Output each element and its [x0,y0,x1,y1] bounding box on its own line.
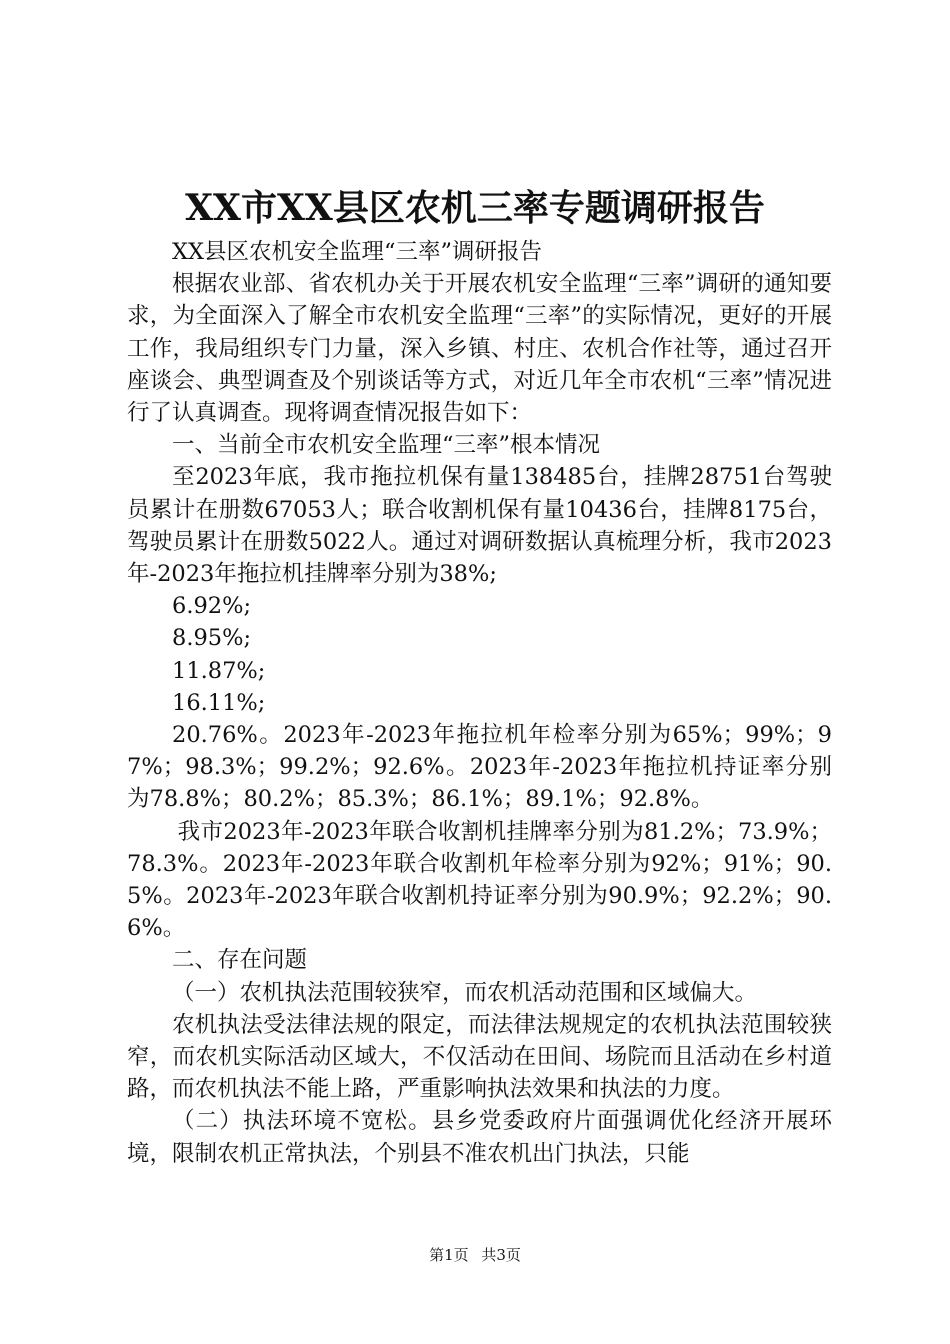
subtitle-paragraph: XX县区农机安全监理“三率”调研报告 [172,239,543,265]
section-heading-1: 一、当前全市农机安全监理“三率”根本情况 [172,432,601,459]
rate-item: 6.92%; [172,593,252,620]
section-heading-2: 二、存在问题 [172,947,308,974]
rate-item: 8.95%; [172,625,252,652]
document-body [127,236,832,1170]
statistics-paragraph: 至2023年底，我市拖拉机保有量138485台，挂牌28751台驾驶员累计在册数67053人；联合收割机保有量10436台，挂牌8175台，驾驶员累计在册数5022人。通过对调研数据认真梳理分析，我市2023年-2023年拖拉机挂牌率分别为38%; [127,464,832,588]
rate-item: 16.11%; [172,689,266,716]
document-title: XX市XX县区农机三率专题调研报告 [185,187,765,229]
issue-heading-1: （一）农机执法范围较狭窄，而农机活动范围和区域偏大。 [172,979,758,1006]
page-number: 第1页 [429,1246,469,1264]
issue-paragraph-2: （二）执法环境不宽松。县乡党委政府片面强调优化经济开展环境，限制农机正常执法，个别县不准农机出门执法，只能 [127,1108,832,1167]
harvester-rates-paragraph: 我市2023年-2023年联合收割机挂牌率分别为81.2%；73.9%；78.3%。2023年-2023年联合收割机年检率分别为92%；91%；90.5%。2023年-2023年联合收割机持证率分别为90.9%；92.2%；90.6%。 [127,818,832,942]
issue-paragraph-1: 农机执法受法律法规的限定，而法律法规规定的农机执法范围较狭窄，而农机实际活动区域大，不仅活动在田间、场院而且活动在乡村道路，而农机执法不能上路，严重影响执法效果和执法的力度。 [127,1011,832,1103]
page-total: 共3页 [481,1246,521,1264]
rate-item: 11.87%; [172,657,266,684]
tractor-rates-paragraph: 20.76%。2023年-2023年拖拉机年检率分别为65%；99%；97%；98.3%；99.2%；92.6%。2023年-2023年拖拉机持证率分别为78.8%；80.2%；85.3%；86.1%；89.1%；92.8%。 [127,722,832,813]
intro-paragraph: 根据农业部、省农机办关于开展农机安全监理“三率”调研的通知要求，为全面深入了解全市农机安全监理“三率”的实际情况，更好的开展工作，我局组织专门力量，深入乡镇、村庄、农机合作社等，通过召开座谈会、典型调查及个别谈话等方式，对近几年全市农机“三率”情况进行了认真调查。现将调查情况报告如下： [127,271,832,427]
page-footer [0,1244,950,1266]
